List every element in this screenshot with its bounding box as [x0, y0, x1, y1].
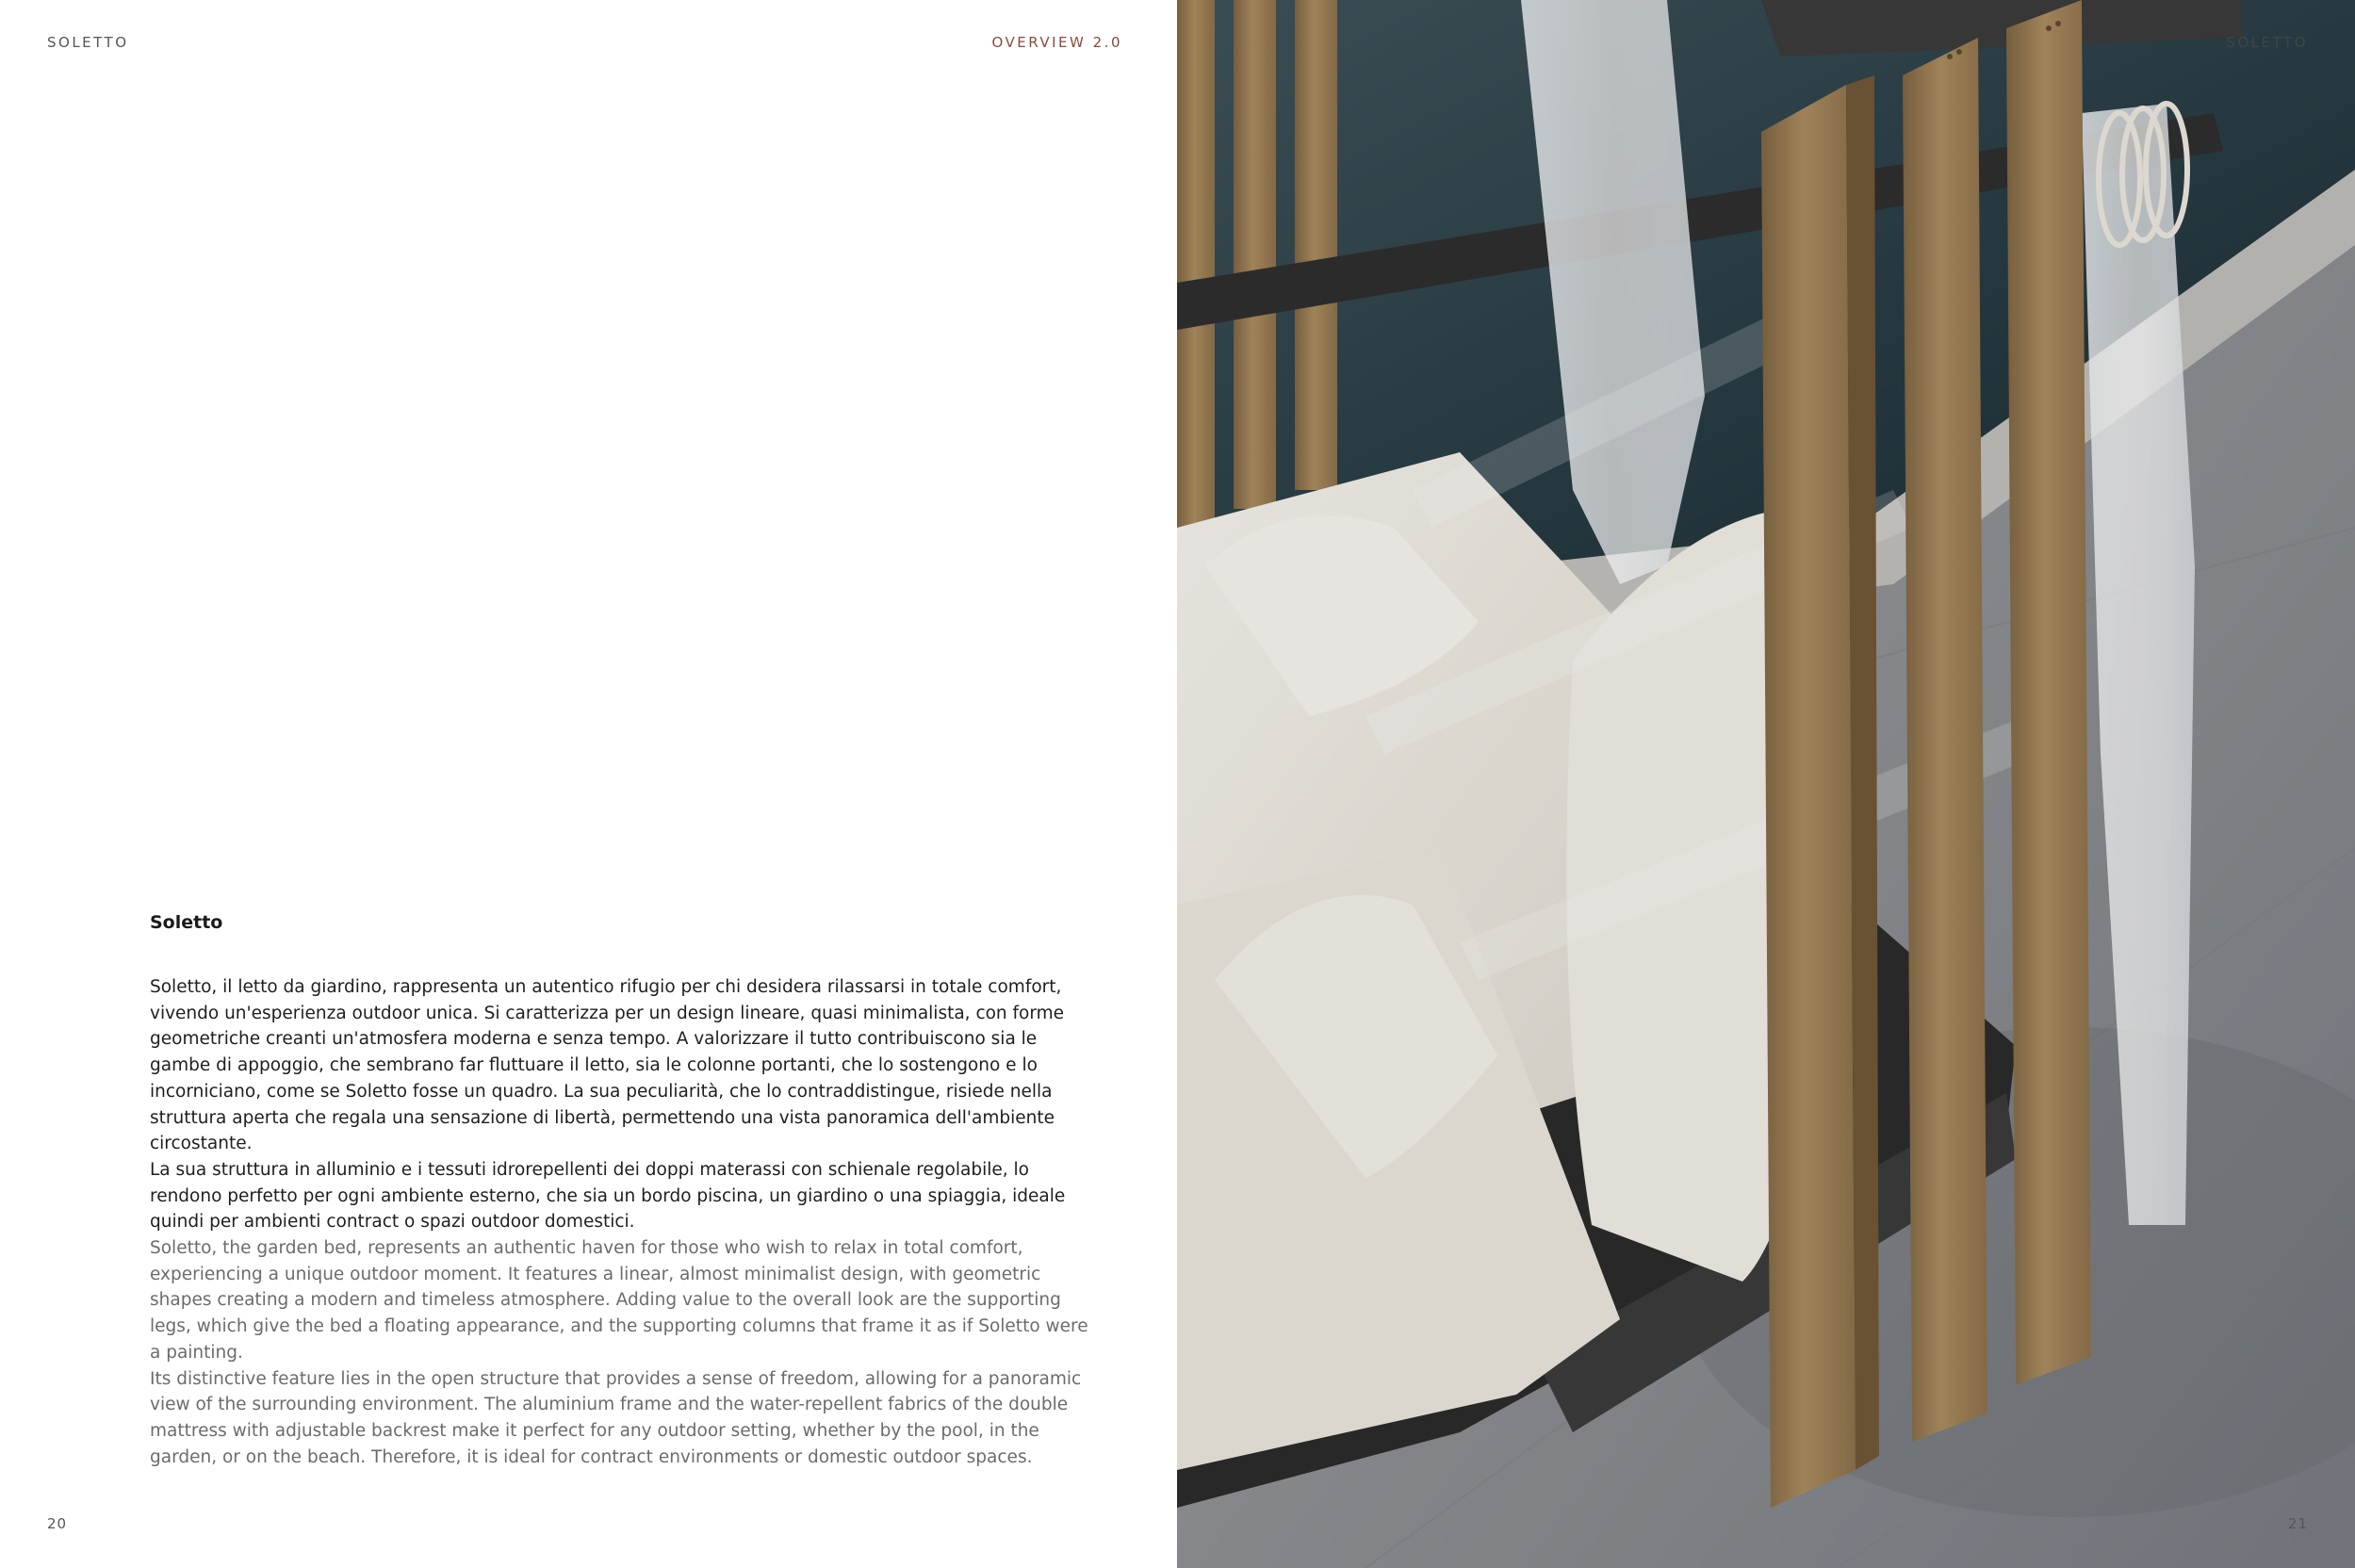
page-number-right: 21: [2287, 1515, 2308, 1532]
italian-paragraph-1: Soletto, il letto da giardino, rappresenta un autentico rifugio per chi desidera rilassarsi in totale comfort, vivendo un'esperienza outdoor unica. Si caratterizza per un design lineare, quasi minimalista, con forme geometriche creanti un'atmosfera moderna e senza tempo. A valorizzare il tutto contribuiscono sia le gambe di appoggio, che sembrano far fluttuare il letto, sia le colonne portanti, che lo sostengono e lo incorniciano, come se Soletto fosse un quadro. La sua peculiarità, che lo contraddistingue, risiede nella struttura aperta che regala una sensazione di libertà, permettendo una vista panoramica dell'ambiente circostante.: [150, 977, 1065, 1154]
brand-name-left: SOLETTO: [47, 34, 129, 51]
italian-paragraph-2: La sua struttura in alluminio e i tessuti idrorepellenti dei doppi materassi con schienale regolabile, lo rendono perfetto per ogni ambiente esterno, che sia un bordo piscina, un giardino o una spiaggia, ideale quindi per ambienti contract o spazi outdoor domestici.: [150, 1159, 1066, 1233]
italian-description: [150, 974, 1102, 1235]
brand-name-right: SOLETTO: [2226, 34, 2308, 51]
page-number-left: 20: [47, 1515, 68, 1532]
article-title: Soletto: [150, 912, 223, 933]
section-title: OVERVIEW 2.0: [991, 34, 1122, 51]
right-page: [1177, 0, 2355, 1568]
garden-bed-photo: [1177, 0, 2355, 1568]
english-description: [150, 1235, 1102, 1470]
english-paragraph-1: Soletto, the garden bed, represents an authentic haven for those who wish to relax in total comfort, experiencing a unique outdoor moment. It features a linear, almost minimalist design, with geometric shapes creating a modern and timeless atmosphere. Adding value to the overall look are the supporting legs, which give the bed a floating appearance, and the supporting columns that frame it as if Soletto were a painting.: [150, 1238, 1088, 1363]
left-page: [0, 0, 1177, 1568]
english-paragraph-2: Its distinctive feature lies in the open structure that provides a sense of freedom, allowing for a panoramic view of the surrounding environment. The aluminium frame and the water-repellent fabrics of the double mattress with adjustable backrest make it perfect for any outdoor setting, whether by the pool, in the garden, or on the beach. Therefore, it is ideal for contract environments or domestic outdoor spaces.: [150, 1368, 1082, 1467]
